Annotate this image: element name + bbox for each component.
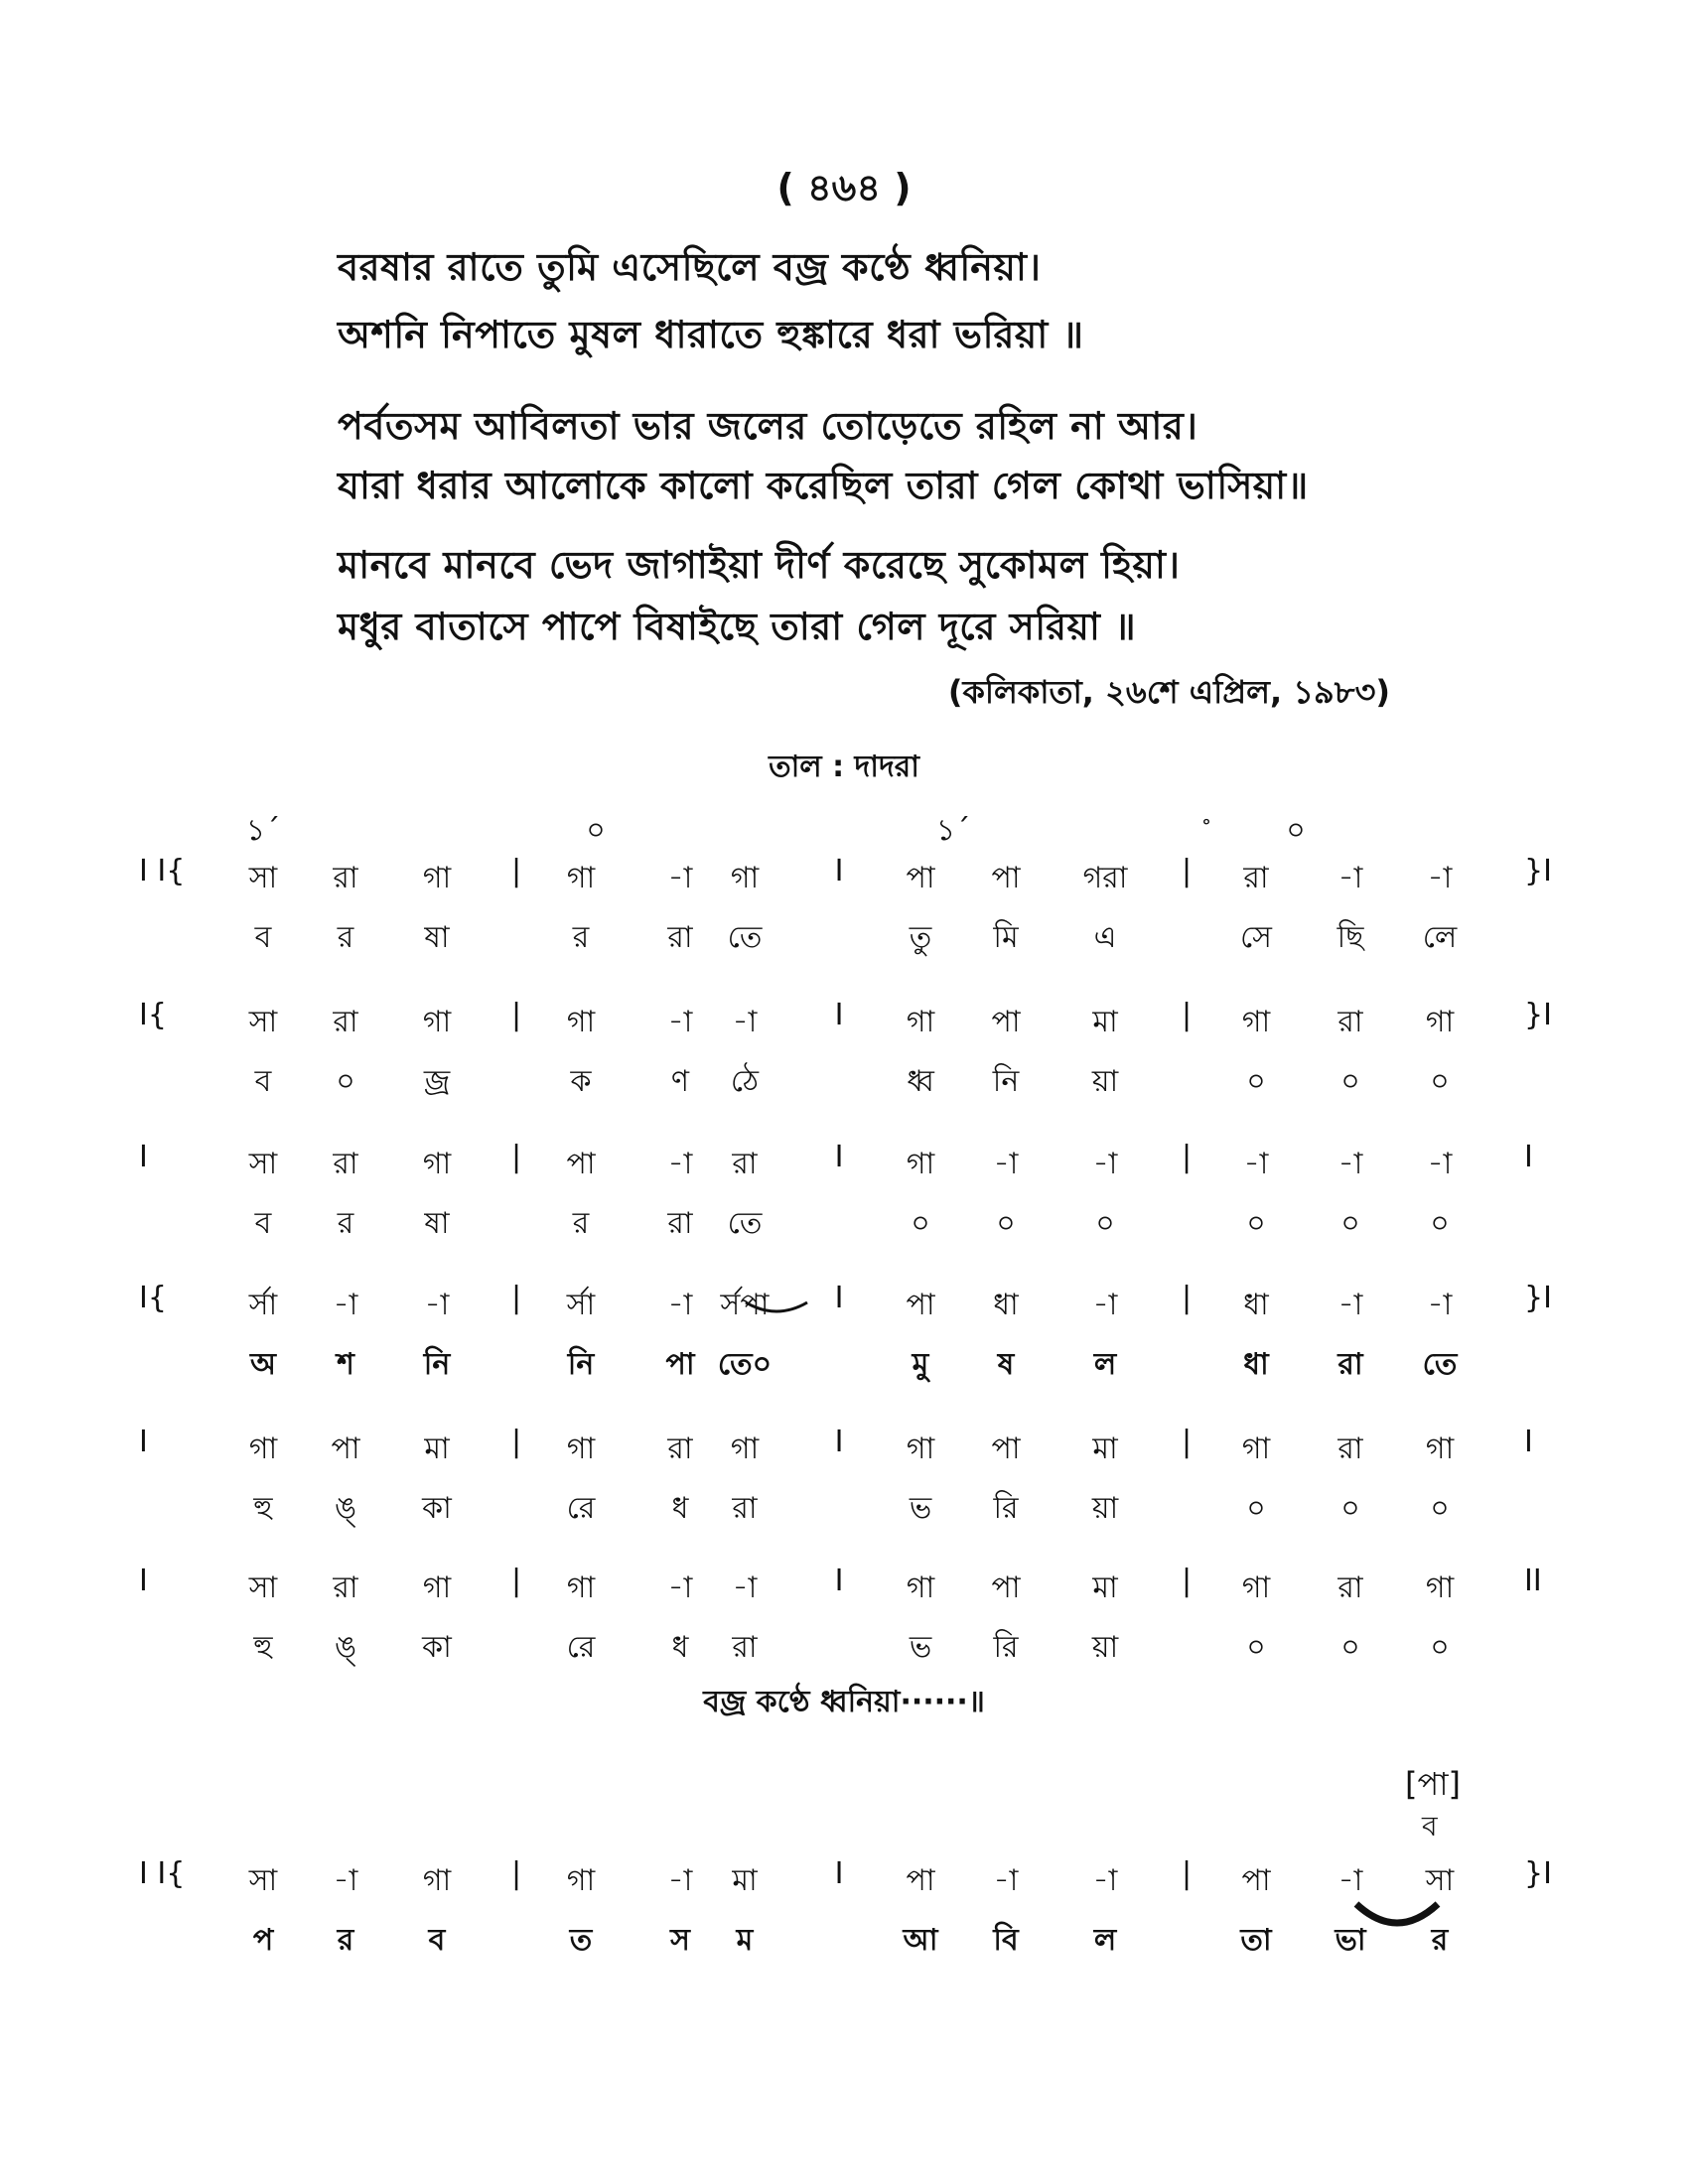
note: রা (1243, 861, 1269, 895)
syllable: ০ (1340, 1206, 1360, 1241)
syllable: স (670, 1923, 690, 1958)
syllable: অ (250, 1347, 276, 1382)
note: রা (732, 1147, 758, 1181)
note: র্সা (248, 1288, 278, 1322)
syllable: ক (570, 1064, 592, 1099)
syllable: আ (903, 1923, 938, 1958)
syllable: মি (993, 920, 1019, 955)
note: রা (1337, 1005, 1363, 1039)
bar-line: | (510, 854, 522, 888)
syllable: নি (992, 1064, 1020, 1099)
syllable: ০ (1246, 1206, 1266, 1241)
syllable: ০ (1246, 1064, 1266, 1099)
syllable-row (0, 1199, 1688, 1243)
notation-row (0, 1425, 1688, 1468)
syllable: ০ (1246, 1630, 1266, 1665)
note: -া (1337, 1147, 1363, 1181)
syllable: র (572, 920, 590, 955)
note: গা (566, 861, 596, 895)
syllable: সে (1240, 920, 1272, 955)
syllable-row (0, 913, 1688, 957)
bar-line: I (834, 1856, 844, 1891)
syllable: ০ (996, 1206, 1016, 1241)
syllable: ধ্ব (907, 1064, 934, 1099)
note: রা (333, 1570, 358, 1605)
bar-line: | (1181, 1140, 1193, 1174)
row-start-marker: I I{ (139, 1856, 186, 1891)
bar-line: I (834, 1564, 844, 1598)
syllable: রা (732, 1630, 758, 1665)
lyric-line: পর্বতসম আবিলতা ভার জলের তোড়েতে রহিল না আর। (338, 404, 1198, 448)
note: পা (906, 1288, 935, 1322)
note: -া (1337, 861, 1363, 895)
syllable: ঙ্ (334, 1630, 356, 1665)
note: -া (993, 1147, 1019, 1181)
note: -া (1427, 861, 1453, 895)
syllable: রে (566, 1630, 596, 1665)
note: ধা (993, 1288, 1019, 1322)
syllable: তে (1422, 1347, 1458, 1382)
syllable: ধ (671, 1491, 689, 1526)
syllable: শ (337, 1347, 354, 1382)
note: গা (906, 1432, 935, 1466)
note: গরা (1082, 861, 1128, 895)
syllable: পা (665, 1347, 695, 1382)
syllable: ০ (911, 1206, 930, 1241)
note: -া (333, 1288, 358, 1322)
bar-line: | (510, 998, 522, 1032)
syllable: ঙ্ (334, 1491, 356, 1526)
syllable: য়া (1091, 1491, 1119, 1526)
bar-line: I (834, 1140, 844, 1174)
syllable: জ্র (423, 1064, 451, 1099)
row-start-marker: I (139, 1425, 148, 1459)
syllable: রি (993, 1491, 1019, 1526)
syllable: ধ (671, 1630, 689, 1665)
syllable: ব (254, 1064, 272, 1099)
syllable: ষ (997, 1347, 1015, 1382)
syllable: ০ (1340, 1630, 1360, 1665)
syllable: তে (727, 1206, 763, 1241)
syllable: ভ (909, 1630, 932, 1665)
note: -া (1427, 1288, 1453, 1322)
row-end-marker: }I (1524, 854, 1552, 888)
syllable: এ (1093, 920, 1117, 955)
bar-line: | (1181, 1425, 1193, 1459)
syllable: ০ (336, 1064, 355, 1099)
bar-line: I (834, 1281, 844, 1315)
note: পা (991, 1432, 1021, 1466)
refrain-line: বজ্র কণ্ঠে ধ্বনিয়া······॥ (703, 1685, 985, 1719)
lyric-line: মানবে মানবে ভেদ জাগাইয়া দীর্ণ করেছে সুকোমল হিয়া। (338, 543, 1181, 587)
note: গা (422, 1570, 452, 1605)
note: র্সা (566, 1288, 596, 1322)
syllable: তে০ (717, 1347, 773, 1382)
bar-line: | (510, 1856, 522, 1891)
bar-line: | (1181, 1564, 1193, 1598)
note: রা (333, 861, 358, 895)
note: সা (248, 1147, 278, 1181)
note: মা (1092, 1570, 1118, 1605)
notation-row (0, 854, 1688, 897)
syllable: ষা (424, 1206, 450, 1241)
syllable: তু (909, 920, 932, 955)
syllable: মু (912, 1347, 929, 1382)
syllable: রি (993, 1630, 1019, 1665)
row-end-marker: I (1524, 1140, 1533, 1174)
note: সা (248, 1863, 278, 1898)
syllable: ০ (1430, 1630, 1450, 1665)
note: র্সপা (720, 1288, 770, 1322)
note: -া (424, 1288, 450, 1322)
beat-mark: ১´ (245, 813, 281, 848)
row-end-marker: }I (1524, 1856, 1552, 1891)
bar-line: | (1181, 1281, 1193, 1315)
note: রা (1337, 1570, 1363, 1605)
note: গা (1241, 1570, 1271, 1605)
syllable: ণ (670, 1064, 690, 1099)
note: গা (566, 1570, 596, 1605)
note: -া (1427, 1147, 1453, 1181)
note: গা (730, 1432, 760, 1466)
syllable: ভা (1335, 1923, 1366, 1958)
note: সা (248, 1570, 278, 1605)
note: গা (566, 1005, 596, 1039)
note: পা (991, 1005, 1021, 1039)
note: পা (1241, 1863, 1271, 1898)
lyric-line: মধুর বাতাসে পাপে বিষাইছে তারা গেল দূরে সরিয়া ॥ (338, 605, 1137, 648)
syllable: ০ (1430, 1491, 1450, 1526)
bracket-note: [পা] (1405, 1765, 1461, 1803)
beat-mark: ০ (1286, 813, 1306, 848)
bracket-syllable: ব (1422, 1810, 1438, 1843)
syllable: ল (1093, 1923, 1117, 1958)
note: গা (1425, 1005, 1455, 1039)
notation-row (0, 1856, 1688, 1900)
note: রা (333, 1005, 358, 1039)
note: পা (991, 1570, 1021, 1605)
syllable: ত (569, 1923, 593, 1958)
syllable: ধা (1243, 1347, 1269, 1382)
bar-line: I (834, 998, 844, 1032)
syllable: ব (254, 1206, 272, 1241)
note: -া (1092, 1288, 1118, 1322)
syllable: হু (253, 1491, 273, 1526)
note: রা (1337, 1432, 1363, 1466)
notation-row (0, 1564, 1688, 1607)
note: -া (732, 1005, 758, 1039)
row-start-marker: I{ (139, 1281, 167, 1315)
syllable: ০ (1246, 1491, 1266, 1526)
row-start-marker: I (139, 1564, 148, 1598)
note: গা (422, 1005, 452, 1039)
slur-arc-upper (742, 1298, 811, 1318)
beat-mark: ১´ (935, 813, 971, 848)
note: গা (906, 1005, 935, 1039)
notation-row (0, 998, 1688, 1041)
syllable: হু (253, 1630, 273, 1665)
note: -া (732, 1570, 758, 1605)
note: -া (993, 1863, 1019, 1898)
syllable: বি (993, 1923, 1019, 1958)
note: -া (667, 1005, 693, 1039)
syllable: ছি (1336, 920, 1364, 955)
note: মা (1092, 1005, 1118, 1039)
note: পা (331, 1432, 360, 1466)
syllable: লে (1422, 920, 1458, 955)
note: গা (422, 1863, 452, 1898)
syllable: রা (732, 1491, 758, 1526)
bar-line: | (510, 1140, 522, 1174)
lyric-line: বরষার রাতে তুমি এসেছিলে বজ্র কণ্ঠে ধ্বনিয়া। (338, 245, 1042, 289)
syllable-row (0, 1057, 1688, 1101)
note: গা (1241, 1432, 1271, 1466)
note: -া (667, 1570, 693, 1605)
note: পা (566, 1147, 596, 1181)
row-end-marker: }I (1524, 998, 1552, 1032)
syllable-row (0, 1484, 1688, 1528)
colophon: (কলিকাতা, ২৬শে এপ্রিল, ১৯৮৩) (947, 673, 1390, 711)
bar-line: | (510, 1281, 522, 1315)
note: গা (422, 861, 452, 895)
bar-line: | (1181, 854, 1193, 888)
note: -া (1092, 1147, 1118, 1181)
bar-line: | (510, 1425, 522, 1459)
syllable: রা (667, 1206, 693, 1241)
syllable: ০ (1340, 1064, 1360, 1099)
note: ধা (1243, 1288, 1269, 1322)
note: -া (1092, 1863, 1118, 1898)
syllable: র (337, 1923, 354, 1958)
note: -া (1337, 1288, 1363, 1322)
note: সা (248, 1005, 278, 1039)
syllable: র (337, 920, 354, 955)
syllable: ০ (1430, 1064, 1450, 1099)
note: গা (906, 1570, 935, 1605)
syllable: রে (566, 1491, 596, 1526)
syllable: কা (422, 1491, 452, 1526)
syllable: রা (667, 920, 693, 955)
syllable: নি (567, 1347, 595, 1382)
note: রা (667, 1432, 693, 1466)
note: গা (1241, 1005, 1271, 1039)
note: গা (422, 1147, 452, 1181)
row-start-marker: I{ (139, 998, 167, 1032)
tala-heading: তাল : দাদরা (769, 750, 919, 784)
notation-row (0, 1281, 1688, 1324)
lyric-line: অশনি নিপাতে মুষল ধারাতে হুঙ্কারে ধরা ভরিয়া ॥ (338, 313, 1084, 356)
syllable: ০ (1095, 1206, 1115, 1241)
note: গা (1425, 1432, 1455, 1466)
beat-mark: ॰ (1201, 811, 1211, 835)
syllable: র (337, 1206, 354, 1241)
syllable: ল (1093, 1347, 1117, 1382)
beat-mark: ০ (586, 813, 606, 848)
notation-row (0, 1140, 1688, 1183)
bar-line: | (1181, 998, 1193, 1032)
note: গা (730, 861, 760, 895)
bar-line: I (834, 1425, 844, 1459)
syllable: র (1431, 1923, 1449, 1958)
note: সা (1425, 1863, 1455, 1898)
syllable: ব (254, 920, 272, 955)
note: পা (906, 861, 935, 895)
syllable: কা (422, 1630, 452, 1665)
syllable: নি (423, 1347, 451, 1382)
note: পা (906, 1863, 935, 1898)
syllable: ম (736, 1923, 754, 1958)
note: -া (667, 1288, 693, 1322)
syllable: ঠে (730, 1064, 760, 1099)
note: -া (667, 861, 693, 895)
note: গা (566, 1432, 596, 1466)
bar-line: | (1181, 1856, 1193, 1891)
syllable: য়া (1091, 1064, 1119, 1099)
row-start-marker: I I{ (139, 854, 186, 888)
note: গা (906, 1147, 935, 1181)
syllable: ব (428, 1923, 446, 1958)
note: মা (424, 1432, 450, 1466)
note: পা (991, 861, 1021, 895)
lyric-line: যারা ধরার আলোকে কালো করেছিল তারা গেল কোথা ভাসিয়া॥ (338, 464, 1309, 507)
note: মা (732, 1863, 758, 1898)
syllable-row (0, 1340, 1688, 1384)
syllable: ০ (1430, 1206, 1450, 1241)
syllable: য়া (1091, 1630, 1119, 1665)
note: গা (248, 1432, 278, 1466)
syllable: ষা (424, 920, 450, 955)
syllable: র (572, 1206, 590, 1241)
note: -া (333, 1863, 358, 1898)
syllable: রা (1337, 1347, 1363, 1382)
syllable: ০ (1340, 1491, 1360, 1526)
syllable: প (252, 1923, 274, 1958)
row-end-marker: }I (1524, 1281, 1552, 1315)
note: -া (667, 1863, 693, 1898)
syllable-row (0, 1623, 1688, 1667)
note: -া (667, 1147, 693, 1181)
row-end-marker: I (1524, 1425, 1533, 1459)
note: -া (1337, 1863, 1363, 1898)
row-end-marker: II (1524, 1564, 1542, 1598)
syllable: তা (1240, 1923, 1272, 1958)
note: মা (1092, 1432, 1118, 1466)
bar-line: I (834, 854, 844, 888)
note: রা (333, 1147, 358, 1181)
note: গা (1425, 1570, 1455, 1605)
note: গা (566, 1863, 596, 1898)
note: -া (1243, 1147, 1269, 1181)
syllable: তে (727, 920, 763, 955)
row-start-marker: I (139, 1140, 148, 1174)
page-number: ( ৪৬৪ ) (776, 166, 912, 209)
slur-arc-lower (1352, 1898, 1442, 1932)
note: সা (248, 861, 278, 895)
bar-line: | (510, 1564, 522, 1598)
syllable: ভ (909, 1491, 932, 1526)
